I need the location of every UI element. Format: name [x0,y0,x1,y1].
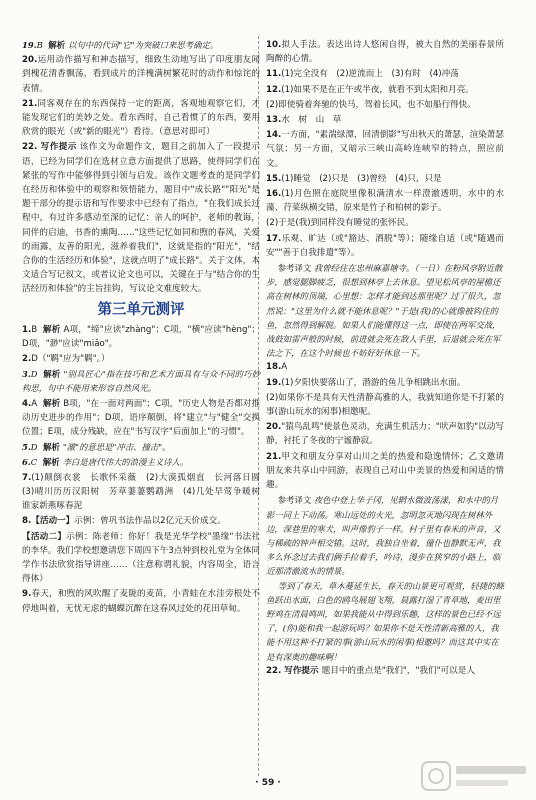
item-content: (2)如果你不是具有天性清静高雅的人，我就知道你是不打紧的事(游山玩水的闲事)相邀呢。 [266,392,504,418]
item-answer: D [30,369,38,380]
item-label: 解析 [48,40,66,50]
unit-test-item [22,530,260,587]
item-content: 运用动作描写和神态描写，细致生动地写出了印度朋友闻到槐花清香飘荡，看到成片的洋槐满树繁花时的动作和惊诧的表情。 [22,55,260,94]
right-item [266,128,504,171]
item-content: (1)月色照在庭院里像积满清水一样澄澈透明，水中的水藻、荇菜纵横交错，原来是竹子和柏树的影子。 [266,189,504,214]
right2-item [266,420,504,448]
left-item [22,140,260,296]
item-number: 4. [22,398,32,409]
item-number: 15. [266,173,282,184]
right-items-2 [266,360,504,492]
item-content: "激"的意思是"冲击、撞击"。 [62,442,171,453]
ref-text: 夜色中登上华子冈，见辋水微波荡漾，和水中的月影一同上下动荡。寒山远处的火光，忽明忽灭地闪现在树林外边，深巷里的寒犬，叫声像豹子一样。村子里有春米的声音，又与稀疏的钟声相交错。这时，我独自坐着，僮仆也静默无声，我多么怀念过去我们俩手拉着手，吟诗，漫步在狭窄的小路上，临近那清澈流水的情景。 [266,495,501,577]
item-label: 写作提示 [284,665,319,676]
item-number: 5. [22,442,31,453]
right-item [266,98,504,112]
unit-test-item [22,352,260,366]
item-content: 该作文为命题作文，题目之前加入了一段提示语，已经为同学们在选材立意方面提供了思路，使得同学们在紧张的写作中能够得到引领与启发。该作文题考查的是同学们在经历和体验中的观察和领悟能力，题目中"成长路""阳光"是题干部分的提示语和写作要求中已经有了指点，"在我们成长过程中，有过许多感动至深的记忆：亲人的呵护，老师的教诲，同伴的启迪，书香的熏陶……"这些记忆如同和煦的春风，关爱的雨露，友善的阳光，滋养着我们"，这就是指的"阳光"，"结合你的生活经历和体验"，这就点明了"成长路"。关于文体，本文适合写记叙文，或者议论文也可以，关键在于与"结合你的生活经历和体验"的主旨挂钩，写议论文难度较大。 [22,142,260,295]
item-number: 20. [22,55,38,66]
item-number: 22. [266,665,282,676]
item-label: 解析 [42,457,60,468]
right-column [266,38,504,679]
item-answer: D [30,442,38,453]
unit-test-item [22,587,260,615]
item-number: 19. [266,377,282,388]
unit-test-items [22,323,269,616]
left-item [22,97,260,140]
item-content: 同客观存在的东西保持一定的距离，客观地观察它们，才能发现它们的美妙之处。看东西时，自己看惯了的东西，要用欣赏的眼光（或"新的眼光"）看待。（意思对即可） [22,98,260,138]
item-number: 13. [266,115,282,126]
right2-item [266,360,504,374]
item-label: 解析 [43,442,60,453]
item-content: 水 树 山 草 [281,115,342,126]
item-content: A项，"缔"应读"zhàng"；C项，"横"应读"hèng"；D项，"渺"应读"miǎo"。 [22,324,260,349]
ref-label: 参考译文 [277,263,312,274]
item-answer: C [30,457,38,468]
item-content: A [281,362,288,373]
item-number: 21. [266,451,282,462]
item-content: D（"羁"应为"羁"。） [31,354,110,365]
left-items [22,38,260,297]
item-number: 16. [266,189,282,200]
item-number: 2. [22,354,32,365]
right-item [266,187,504,215]
item-content: (1)睡觉 (2)只是 (3)曾经 (4)只，只是 [281,173,442,184]
right-item [266,172,504,186]
right-item [266,83,504,97]
item-number: 20. [266,422,282,433]
unit-test-item [22,514,260,528]
left-item [22,53,260,96]
item-content: 乐观、旷达（或"豁达、洒脱"等）；随缘自适（或"随遇而安""善于自我排遣"等）。 [266,233,504,258]
item-answer: A [31,398,38,409]
ref-text: 我曾经住在忠州麻嘉塘寺。（一日）在粉风亭附近散步，感觉腿脚疲乏，很想到林亭上去休息。望见松风亭的屋檐还高在树林的顶端，心里想：怎样才能到达那里呢？过了很久，忽然说："这里为什么就不能休息呢？"于是(我)的心就像被钩住的鱼，忽然得到解脱。如果人们能懂得这一点，即使在两军交战，战鼓如雷声般的时候，前进就会死在敌人手里，后退就会死在军法之下，在这个时候也不妨好好休息一下。 [266,263,503,359]
item-number: 22. [22,142,38,153]
reference-translation-2-cont: 等到了春天，草木蔓延生长，春天的山景更可观赏，轻捷的鲦鱼跃出水面，白色的鸥鸟展翅飞翔，晨露打湿了青草地，麦田里野鸡在清晨鸣叫，如果我能从中得到乐趣，这样的景色已经不远了，(你)能和我一起游玩吗？如果你不是天性清新高雅的人，我能不用这种不打紧的事(游山玩水的闲事)相邀吗？而这其中实在是有深奥的趣味啊！ [266,580,504,662]
item-subheading: 【活动二】 [22,531,67,542]
right-item [266,67,504,81]
right2-item [266,376,504,390]
unit-test-item [22,455,260,469]
item-content: (1)颠倒衣裳 长歌怀采薇 (2)大漠孤烟直 长河落日圆 (3)晴川历历汉阳树 芳草萋萋鹦鹉洲 (4)几处早莺争暖树 谁家新燕啄春泥 [22,472,269,512]
item-content: 示例：曾巩书法作品以2亿元天价成交。 [74,516,226,527]
right-item [266,113,504,127]
right-item [266,232,504,260]
item-number: 7. [22,472,32,483]
item-content: 甲文和朋友分享对山川之美的热爱和隐逸情怀；乙文邀请朋友来共享山中同游，表现自己对山中美景的热爱和闲适的情趣。 [266,451,504,491]
item-answer: B [36,40,43,50]
watermark-logo-icon [420,756,530,796]
unit-test-item [22,471,269,514]
section-title: 第三单元测评 [97,301,185,318]
item-content: "别具匠心"指在技巧和艺术方面具有与众不同的巧妙构思，句中不能用来形容自然风光。 [22,369,261,394]
item-content: (2)于是(我)到同样没有睡觉的张怀民。 [266,218,414,229]
right-item [266,216,504,230]
item-label: 解析 [43,369,61,380]
item-content: 示例：陈老师：你好！我是光华学校"墨缘"书法社的李华。我们学校想邀请您下周四下午3点钟到校礼堂为全体同学作书法欣赏指导讲座……（注意称谓礼貌，内容周全，语言得体） [22,531,260,585]
right-item [266,38,504,66]
left-item [22,38,260,52]
item-content: (1)夕阳快要落山了，潜游的鱼儿争相跳出水面。 [281,377,466,388]
right-items [266,38,504,260]
item-number: 10. [266,40,282,50]
item-number: 9. [22,589,32,600]
item-label: 解析 [42,398,61,409]
item-content: (1)如果不是在正午或半夜，就看不到太阳和月亮。 [281,84,474,95]
item-content: (2)即使骑着奔驰的快马，驾着长风，也不如船行得快。 [266,99,476,110]
item-content: 以句中的代词"它"为突破口来思考确定。 [68,40,219,50]
right2-item [266,391,504,419]
item-number: 1. [22,324,32,335]
item-label: 解析 [43,324,61,335]
item-content: (1)完全没有 (2)逆流而上 (3)有时 (4)冲荡 [281,69,459,80]
ref-label: 参考译文 [277,495,312,506]
item-label: 写作提示 [40,142,77,153]
page-number: · 59 · [255,777,281,788]
unit-test-item [22,440,260,454]
unit-test-item [22,323,260,351]
item-number: 12. [266,84,282,95]
item-content: B项，"在一面对两面"；C项，"历史人物是否都对推动历史进步的作用"；D项，语序颠倒，将"建立"与"健全"交换位置；E项，成分残缺，应在"书写汉字"后面加上"的习惯"。 [22,398,260,438]
item-number: 19. [22,40,37,50]
item-answer: B [31,324,38,335]
answer-item-22 [266,664,504,678]
item-content: 一方面，"素湍绿潭，回清倒影"写出秋天的萧瑟，渲染萧瑟气氛；另一方面，又暗示三峡山高岭连峡窄的特点，照应前文。 [266,130,504,169]
item-content: "猿鸟乱鸣"使景色灵动，充满生机活力；"吠声如豹"以动写静，衬托了冬夜的宁谧静寂。 [266,422,504,447]
item-subheading: 【活动一】 [31,516,75,527]
left-column [22,38,269,617]
item-number: 11. [266,69,282,80]
reference-translation-1 [266,261,504,360]
item-number: 18. [266,362,282,373]
item-number: 14. [266,130,282,141]
item-content: 题目中的重点是"我们"，"我们"可以是人 [321,665,475,676]
item-number: 6. [22,457,31,468]
item-number: 17. [266,233,282,244]
item-content: 春天，和煦的风吹醒了麦陇的麦苗，小青蛙在水洼旁根处不停地叫着，无忧无虑的蝴蝶沉醉在这春风过处的花田草甸。 [22,589,260,614]
right2-item [266,450,504,493]
unit-test-item [22,367,260,395]
item-content: 李白是唐代伟大的浪漫主义诗人。 [62,457,189,468]
unit-test-item [22,397,260,440]
item-content: 拟人手法。表达出诗人悠闲自得，被大自然的美丽春景所陶醉的心情。 [266,40,504,65]
reference-translation-2 [266,493,504,578]
item-number: 8. [22,516,32,527]
item-number: 3. [22,369,31,380]
item-number: 21. [22,98,38,109]
